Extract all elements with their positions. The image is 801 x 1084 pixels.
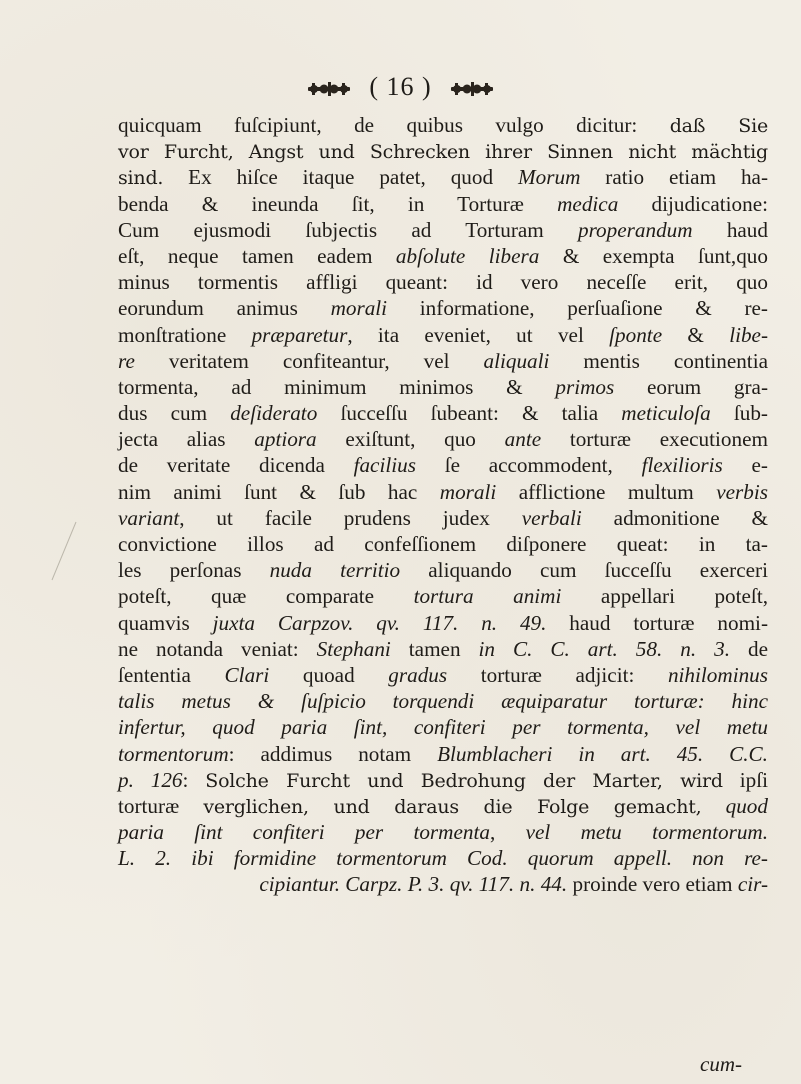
roman-text: informatione, perſuaſione & re- [387,296,768,321]
text-line [118,714,768,740]
roman-text: dijudicatione: [618,191,768,216]
text-line [118,269,768,295]
italic-text: Blumblacheri in art. 45. C.C. [437,741,768,766]
roman-text: quicquam fuſcipiunt, de quibus vulgo dicitur: [118,113,670,137]
text-line [118,164,768,190]
italic-text: verbis [716,479,768,504]
text-line [118,793,768,819]
italic-text: flexilioris [641,453,723,478]
roman-text: , ita eveniet, ut vel [347,322,610,347]
roman-text: e- [722,453,768,478]
roman-text: jecta alias [118,427,255,452]
page-number: ( 16 ) [369,72,432,101]
roman-text: quamvis [118,610,213,635]
roman-text: ne notanda veniat: [118,636,317,661]
roman-text: poteſt, quæ comparate [118,584,414,609]
roman-text: exiſtunt, quo [316,427,505,452]
italic-text: præparetur [251,322,348,347]
ornament-right-icon [449,81,495,97]
italic-text: ante [504,427,542,452]
italic-text: libe- [729,322,769,347]
italic-text: ſponte [609,322,663,347]
italic-text: nuda territio [269,558,401,583]
text-line [118,767,768,793]
roman-text: veritatem confiteantur, vel [134,348,484,373]
italic-text: abſolute libera [395,243,540,268]
italic-text: meticuloſa [621,401,711,426]
italic-text: p. 126 [118,767,183,792]
roman-text: quoad [269,662,389,687]
italic-text: tortura animi [413,584,562,609]
italic-text: aptiora [254,427,317,452]
text-line [118,400,768,426]
italic-text: quod [701,793,768,818]
text-line [118,662,768,688]
roman-text: Cum ejusmodi ſubjectis ad Torturam [118,217,578,242]
text-line [118,636,768,662]
text-line [118,374,768,400]
italic-text: Morum [517,165,581,190]
italic-text: morali [330,296,388,321]
roman-text: & exempta ſunt,quo [539,243,768,268]
italic-text: nihilominus [667,662,769,687]
roman-text: ſucceſſu ſubeant: & talia [317,401,622,426]
roman-text: eſt, neque tamen eadem [118,243,396,268]
text-line [118,322,768,348]
roman-text: torturæ adjicit: [447,662,668,687]
roman-text: haud [692,217,768,242]
roman-text: monſtratione [118,322,252,347]
roman-text: Ex hiſce itaque patet, quod [163,165,518,190]
roman-text: , ut facile prudens judex [179,505,522,530]
roman-text: benda & ineunda ſit, in Torturæ [118,191,558,216]
italic-text: aliquali [483,348,550,373]
roman-text: de veritate dicenda [118,453,354,478]
italic-text: Clari [224,662,270,687]
roman-text: ſe accommodent, [415,453,642,478]
roman-text: ſub- [710,401,768,426]
text-line [118,531,768,557]
text-line [118,217,768,243]
roman-text: appellari poteſt, [561,584,768,609]
text-line [118,426,768,452]
text-line [118,845,768,871]
roman-text: & [662,322,730,347]
roman-text: torturæ [118,793,204,818]
italic-text: deſiderato [230,401,318,426]
italic-text: gradus [388,662,448,687]
roman-text: tamen [390,636,479,661]
italic-text: paria ſint confiteri per tormenta [118,820,490,845]
roman-text: tormenta, ad minimum minimos & [118,374,556,399]
italic-text: properandum [578,217,693,242]
text-line [118,112,768,138]
italic-text: tormentorum [118,741,229,766]
text-line [118,610,768,636]
italic-text: L. 2. ibi formidine tormentorum Cod. quorum appell. non re- [118,846,768,871]
text-line [118,138,768,164]
roman-text: , [489,820,526,845]
text-line [118,688,768,714]
fraktur-text: sind. [118,167,164,190]
roman-text: afflictione multum [496,479,717,504]
roman-text: nim animi ſunt & ſub hac [118,479,440,504]
fraktur-text: Solche Furcht und Bedrohung der Marter, wird [205,769,723,792]
fraktur-text: daß Sie [669,115,768,137]
text-line [118,819,768,845]
roman-text: minus tormentis affligi queant: id vero neceſſe erit, quo [118,270,768,295]
italic-text: in C. C. art. 58. n. 3. [478,636,731,661]
margin-pencil-mark [48,520,78,610]
text-line [118,557,768,583]
italic-text: cipiantur. Carpz. P. 3. qv. 117. n. 44. [259,872,568,897]
italic-text: verbali [521,505,582,530]
roman-text: proinde vero etiam [567,872,738,897]
italic-text: medica [557,191,619,216]
fraktur-text: vor Furcht, Angst und Schrecken ihrer Sinnen nicht mächtig [118,141,768,164]
text-line [118,348,768,374]
text-line [118,583,768,609]
roman-text: ratio etiam ha- [580,165,768,190]
roman-text: ipſi [722,767,768,792]
roman-text: torturæ executionem [541,427,768,452]
roman-text: eorundum animus [118,296,331,321]
italic-text: talis metus & ſuſpicio torquendi æquiparatur torturæ: hinc [118,689,768,714]
fraktur-text: verglichen, und daraus die Folge gemacht, [203,795,702,818]
text-line [118,479,768,505]
italic-text: infertur, quod paria ſint, confiteri per tormenta, vel metu [118,715,768,740]
roman-text: convictione illos ad confeſſionem diſponere queat: in ta- [118,532,768,556]
roman-text: haud torturæ nomi- [546,610,768,635]
roman-text: admonitione & [581,505,768,530]
text-line [118,295,768,321]
catchword: cum- [700,1052,742,1076]
italic-text: primos [555,374,615,399]
italic-text: vel metu tormentorum. [525,820,769,845]
italic-text: re [118,348,135,373]
ornament-left-icon [306,81,352,97]
roman-text: mentis continentia [549,348,768,373]
roman-text: de [730,636,768,661]
roman-text: aliquando cum ſucceſſu exerceri [400,558,768,583]
roman-text: ſententia [118,662,225,687]
text-line [118,505,768,531]
italic-text: juxta Carpzov. qv. 117. n. 49. [212,610,547,635]
roman-text: dus cum [118,401,231,426]
italic-text: morali [439,479,497,504]
italic-text: facilius [353,453,416,478]
page-header [0,72,801,102]
roman-text: les perſonas [118,558,270,583]
text-line [118,741,768,767]
text-line [118,452,768,478]
body-text [118,112,768,898]
italic-text: cir- [737,872,768,897]
text-line [118,871,768,897]
italic-text: Stephani [316,636,391,661]
roman-text: : [182,767,206,792]
roman-text: : addimus notam [228,741,438,766]
roman-text: eorum gra- [614,374,768,399]
italic-text: variant [118,505,180,530]
text-line [118,191,768,217]
text-line [118,243,768,269]
